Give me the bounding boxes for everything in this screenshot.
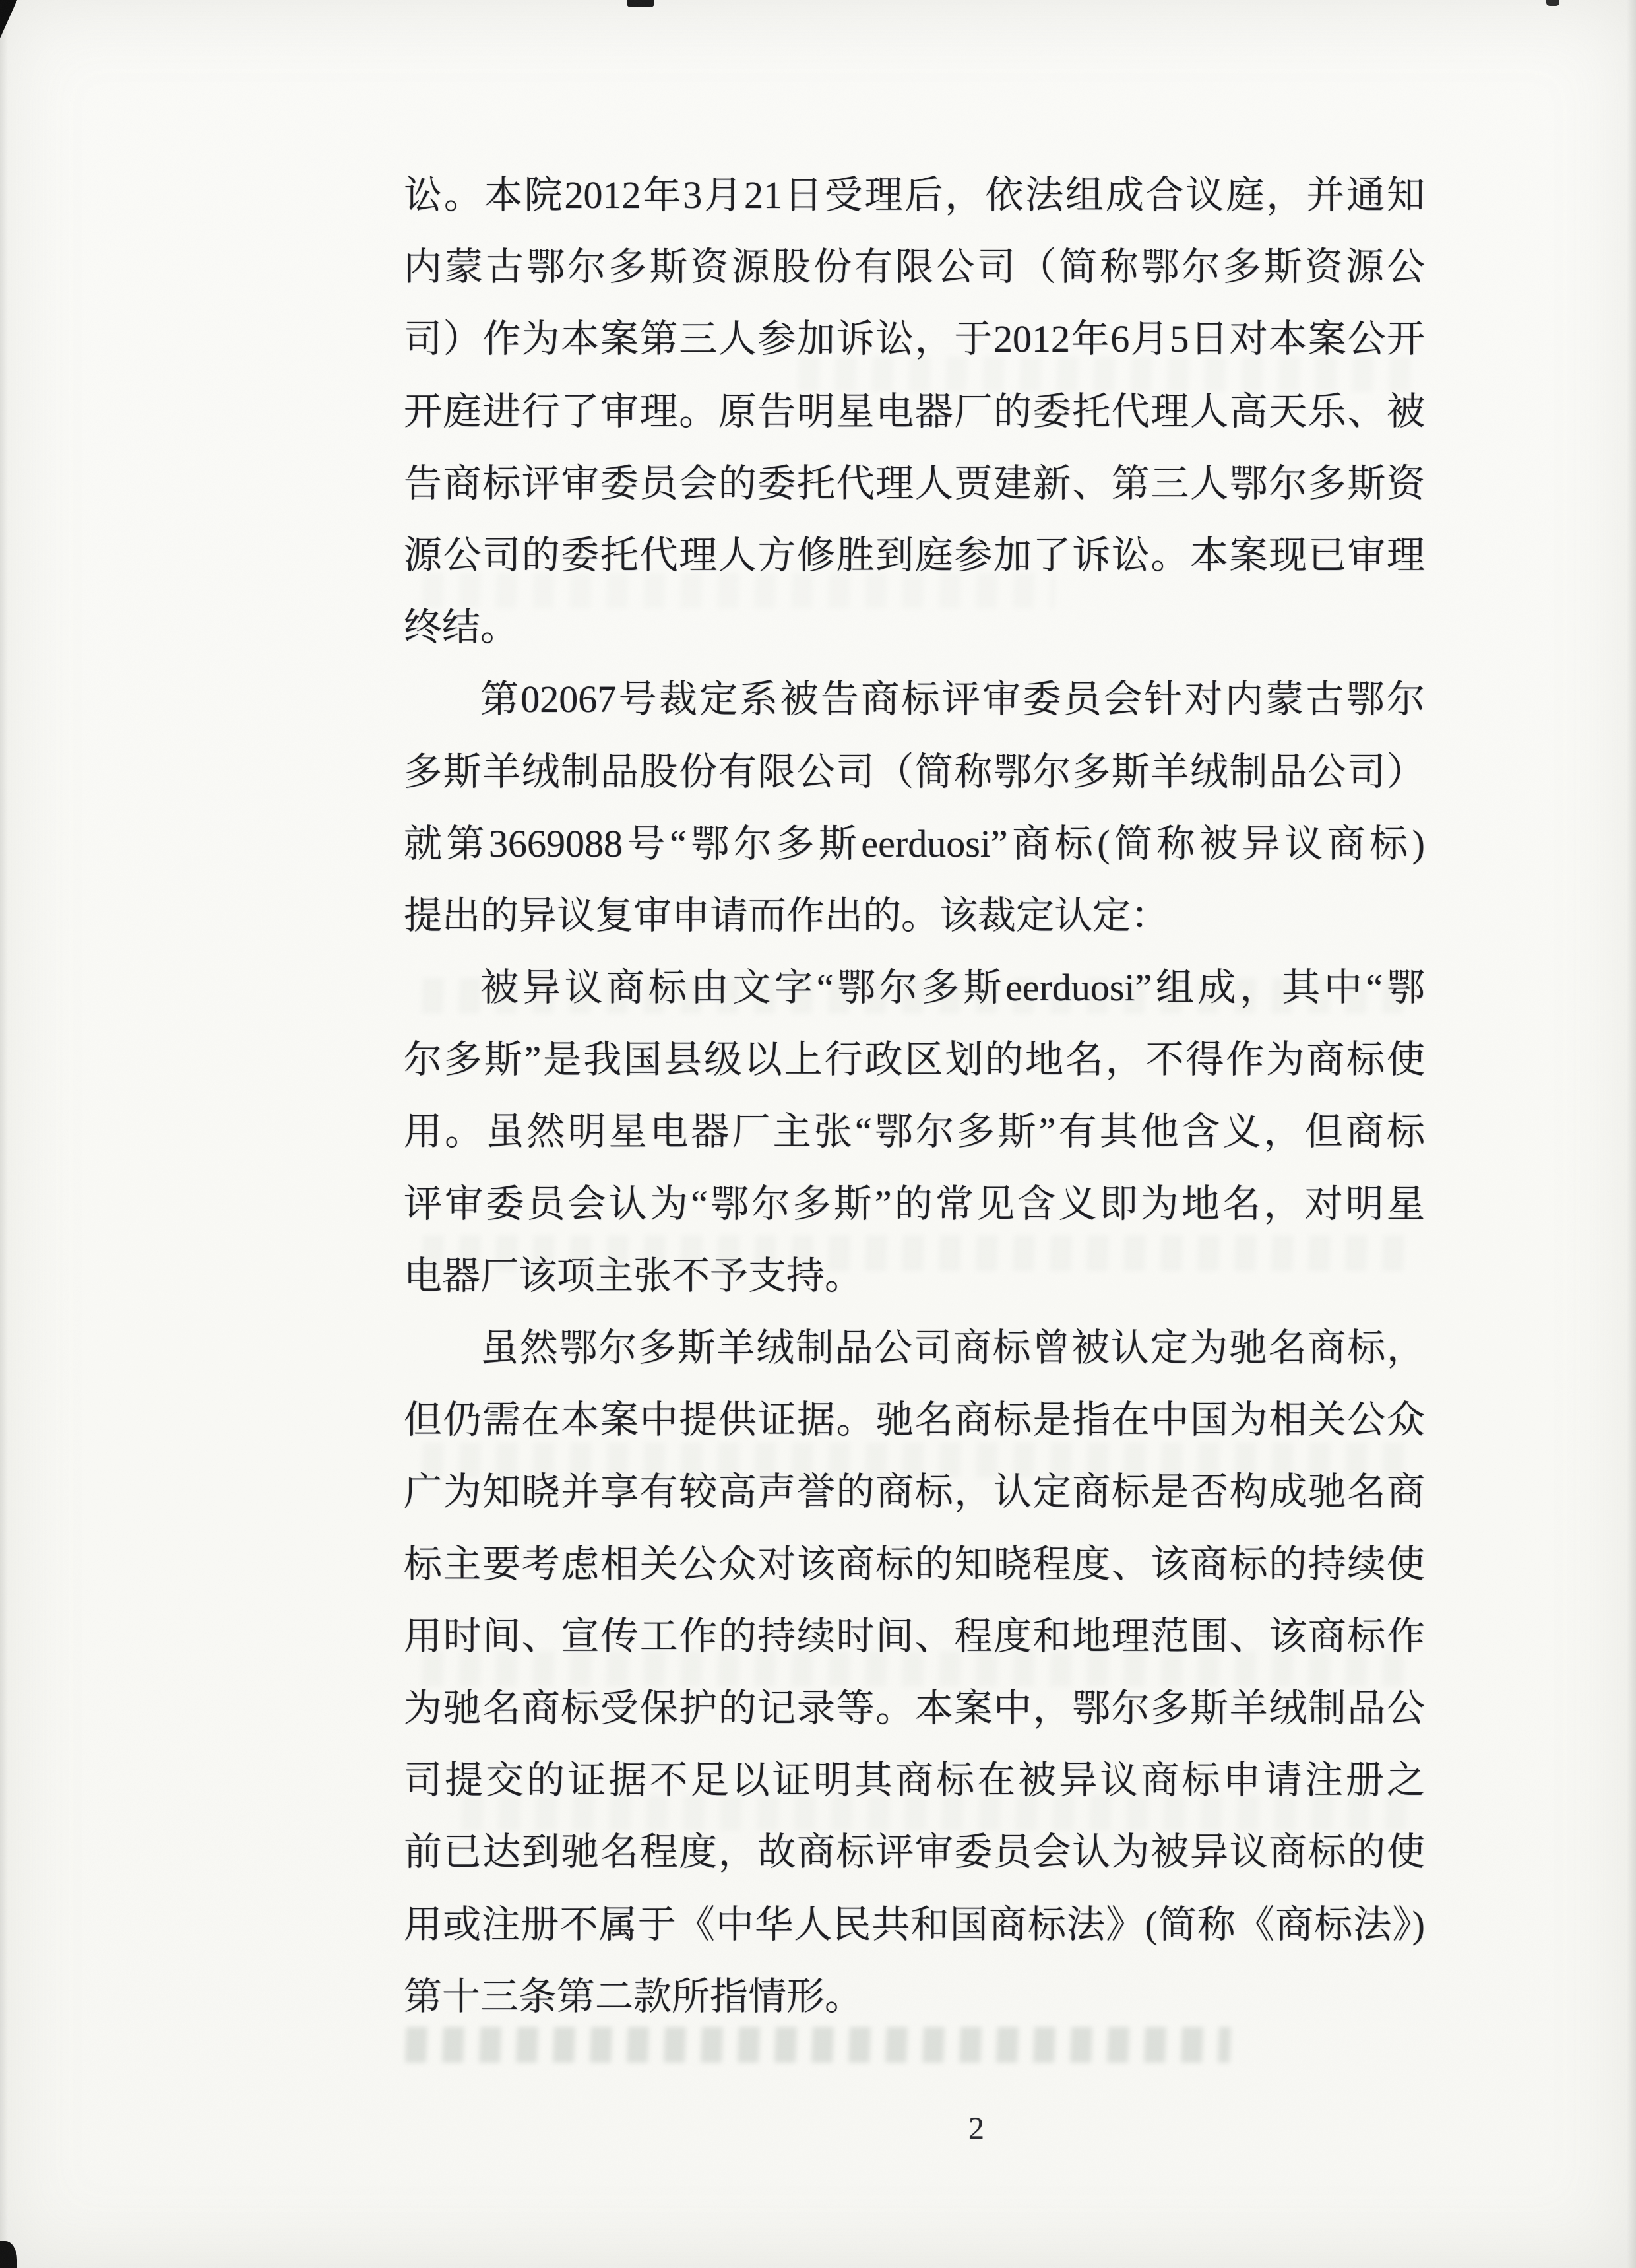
text-line: 评审委员会认为“鄂尔多斯”的常见含义即为地名，对明星 [404,1182,1425,1225]
text-line: 就第3669088号“鄂尔多斯eerduosi”商标(简称被异议商标) [404,822,1425,865]
text-line: 但仍需在本案中提供证据。驰名商标是指在中国为相关公众 [404,1398,1425,1442]
page-number: 2 [968,2111,984,2146]
text-line: 司提交的证据不足以证明其商标在被异议商标申请注册之 [404,1759,1425,1802]
text-line: 用。虽然明星电器厂主张“鄂尔多斯”有其他含义，但商标 [404,1110,1425,1153]
scan-artifact-top-dash [1546,0,1559,6]
scan-edge-left [0,0,8,2268]
text-line: 虽然鄂尔多斯羊绒制品公司商标曾被认定为驰名商标， [480,1326,1425,1369]
text-line: 司）作为本案第三人参加诉讼，于2012年6月5日对本案公开 [404,317,1425,361]
text-line: 开庭进行了审理。原告明星电器厂的委托代理人高天乐、被 [404,389,1425,433]
scan-artifact-top-dash [627,0,654,7]
text-line: 多斯羊绒制品股份有限公司（简称鄂尔多斯羊绒制品公司） [404,750,1425,793]
text-line: 讼。本院2012年3月21日受理后，依法组成合议庭，并通知 [404,174,1425,216]
bleedthrough-band [405,2027,1231,2063]
text-line: 广为知晓并享有较高声誉的商标，认定商标是否构成驰名商 [404,1470,1425,1514]
text-line: 终结。 [404,606,519,649]
text-line: 电器厂该项主张不予支持。 [404,1254,864,1297]
text-line: 被异议商标由文字“鄂尔多斯eerduosi”组成，其中“鄂 [480,966,1425,1010]
text-line: 为驰名商标受保护的记录等。本案中，鄂尔多斯羊绒制品公 [404,1686,1425,1730]
text-line: 源公司的委托代理人方修胜到庭参加了诉讼。本案现已审理 [404,533,1425,577]
judgment-text-block [404,159,1425,2032]
text-line: 标主要考虑相关公众对该商标的知晓程度、该商标的持续使 [404,1542,1425,1586]
text-line: 提出的异议复审申请而作出的。该裁定认定： [404,893,1170,937]
text-line: 用时间、宣传工作的持续时间、程度和地理范围、该商标作 [404,1614,1425,1658]
text-line: 用或注册不属于《中华人民共和国商标法》(简称《商标法》) [404,1902,1425,1946]
text-line: 第十三条第二款所指情形。 [404,1974,864,2018]
scan-edge-right [1627,0,1636,2268]
text-line: 尔多斯”是我国县级以上行政区划的地名，不得作为商标使 [404,1038,1425,1082]
text-line: 告商标评审委员会的委托代理人贾建新、第三人鄂尔多斯资 [404,461,1425,505]
text-line: 内蒙古鄂尔多斯资源股份有限公司（简称鄂尔多斯资源公 [404,245,1425,289]
text-line: 第02067号裁定系被告商标评审委员会针对内蒙古鄂尔 [480,678,1425,721]
text-line: 前已达到驰名程度，故商标评审委员会认为被异议商标的使 [404,1831,1425,1874]
